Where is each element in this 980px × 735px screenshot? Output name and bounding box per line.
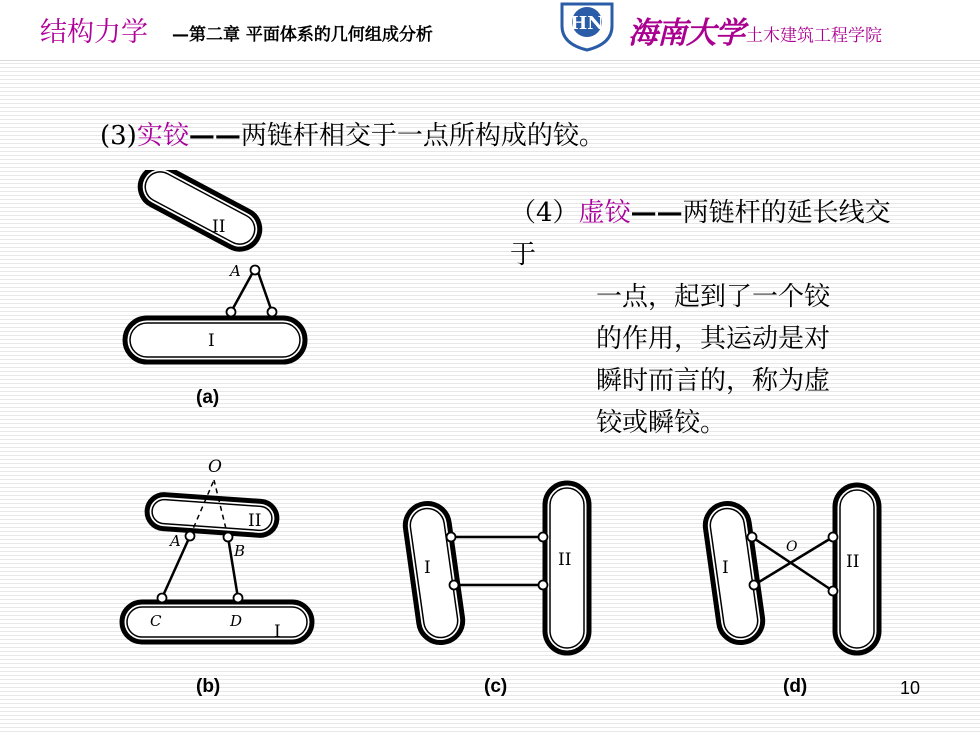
item-number: （4）: [510, 198, 579, 228]
link-bar-right: [258, 272, 272, 312]
point-label-a: A: [170, 532, 181, 550]
hinge-label-a: A: [230, 262, 241, 280]
body-label-upper: II: [212, 217, 226, 237]
hinge-a: [251, 266, 260, 275]
figure-a-real-hinge: [100, 170, 330, 390]
figure-c-caption: (c): [484, 676, 508, 697]
definition-line-2: 一点，起到了一个铰: [596, 282, 831, 312]
college-name: 土木建筑工程学院: [746, 26, 882, 46]
body-label-left: I: [722, 558, 729, 578]
real-hinge-term: 实铰: [136, 121, 189, 151]
point-label-c: C: [150, 612, 162, 630]
page-number: 10: [900, 678, 921, 698]
rigid-body-left: [702, 501, 765, 646]
slide-header: [0, 0, 980, 61]
chapter-title: —第二章 平面体系的几何组成分析: [172, 25, 433, 45]
body-label-upper: II: [248, 511, 262, 531]
body-label-left: I: [424, 558, 431, 578]
figure-c-parallel-links: [390, 475, 610, 665]
point-label-o: O: [786, 539, 798, 555]
real-hinge-definition: [100, 115, 605, 152]
figure-d-crossed-links: [690, 475, 910, 665]
body-label-lower: I: [208, 331, 215, 351]
virtual-hinge-term: 虚铰: [578, 198, 631, 228]
definition-line-4: 瞬时而言的，称为虚: [596, 366, 831, 396]
definition-line-1: 两链杆的延长线交于: [510, 198, 891, 270]
university-name: 海南大学: [628, 16, 744, 51]
course-title: 结构力学: [40, 17, 148, 48]
body-label-lower: I: [274, 622, 281, 642]
point-label-o: O: [208, 457, 222, 477]
definition-text: 两链杆相交于一点所构成的铰。: [240, 121, 605, 151]
point-label-d: D: [230, 612, 243, 630]
rigid-body-left: [402, 501, 465, 646]
point-label-b: B: [234, 542, 246, 560]
definition-line-3: 的作用，其运动是对: [596, 324, 831, 354]
virtual-hinge-definition: [510, 192, 910, 444]
logo-letters: HN: [570, 13, 604, 34]
figure-b-virtual-hinge: [110, 450, 330, 670]
em-dash: ——: [630, 198, 683, 228]
figure-a-caption: (a): [196, 387, 220, 408]
rigid-body-lower: [125, 318, 305, 362]
university-logo: [552, 0, 622, 52]
definition-line-5: 铰或瞬铰。: [596, 408, 727, 438]
body-label-right: II: [558, 550, 572, 570]
em-dash: ——: [188, 121, 241, 151]
figure-b-caption: (b): [196, 676, 221, 697]
body-label-right: II: [846, 552, 860, 572]
item-number: (3): [100, 121, 137, 151]
figure-d-caption: (d): [783, 676, 808, 697]
